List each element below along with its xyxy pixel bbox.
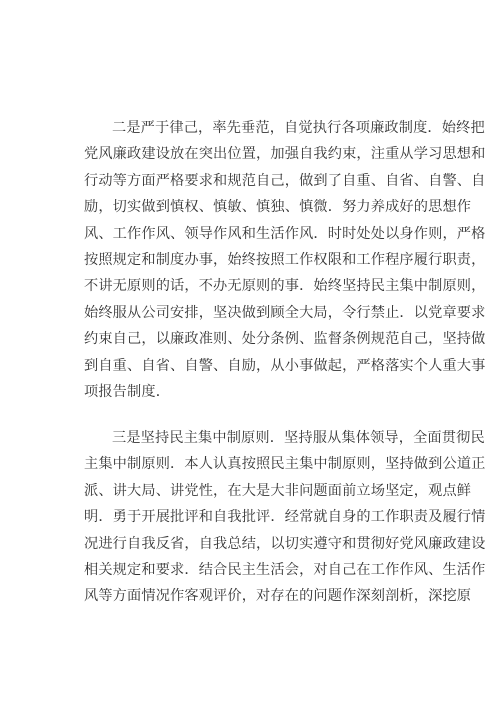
text-line: 党风廉政建设放在突出位置，加强自我约束，注重从学习思想和 bbox=[84, 146, 486, 163]
text-line: 明．勇于开展批评和自我批评．经常就自身的工作职责及履行情 bbox=[84, 509, 486, 526]
text-line: 风、工作作风、领导作风和生活作风．时时处处以身作则，严格 bbox=[84, 225, 486, 242]
text-line: 派、讲大局、讲党性，在大是大非问题面前立场坚定，观点鲜 bbox=[84, 482, 472, 499]
text-line: 主集中制原则．本人认真按照民主集中制原则，坚持做到公道正 bbox=[84, 456, 486, 473]
text-line: 到自重、自省、自警、自励，从小事做起，严格落实个人重大事 bbox=[84, 357, 486, 374]
text-line: 相关规定和要求．结合民主生活会，对自己在工作作风、生活作 bbox=[84, 561, 486, 578]
text-line: 项报告制度． bbox=[84, 383, 171, 400]
text-line: 况进行自我反省，自我总结，以切实遵守和贯彻好党风廉政建设 bbox=[84, 535, 486, 552]
text-line: 三是坚持民主集中制原则．坚持服从集体领导，全面贯彻民 bbox=[112, 430, 485, 446]
paragraph-self-discipline bbox=[84, 115, 486, 405]
text-line: 不讲无原则的话，不办无原则的事．始终坚持民主集中制原则， bbox=[84, 278, 486, 295]
text-line: 行动等方面严格要求和规范自己，做到了自重、自省、自警、自 bbox=[84, 172, 486, 189]
text-line: 风等方面情况作客观评价，对存在的问题作深刻剖析，深挖原 bbox=[84, 588, 472, 605]
text-line: 励，切实做到慎权、慎敏、慎独、慎微．努力养成好的思想作 bbox=[84, 199, 472, 216]
text-line: 约束自己，以廉政准则、处分条例、监督条例规范自己，坚持做 bbox=[84, 331, 486, 348]
text-line: 二是严于律己，率先垂范，自觉执行各项廉政制度．始终把 bbox=[112, 120, 485, 136]
text-line: 始终服从公司安排，坚决做到顾全大局，令行禁止．以党章要求 bbox=[84, 304, 486, 321]
text-line: 按照规定和制度办事，始终按照工作权限和工作程序履行职责， bbox=[84, 251, 486, 268]
paragraph-democratic-centralism bbox=[84, 425, 486, 610]
